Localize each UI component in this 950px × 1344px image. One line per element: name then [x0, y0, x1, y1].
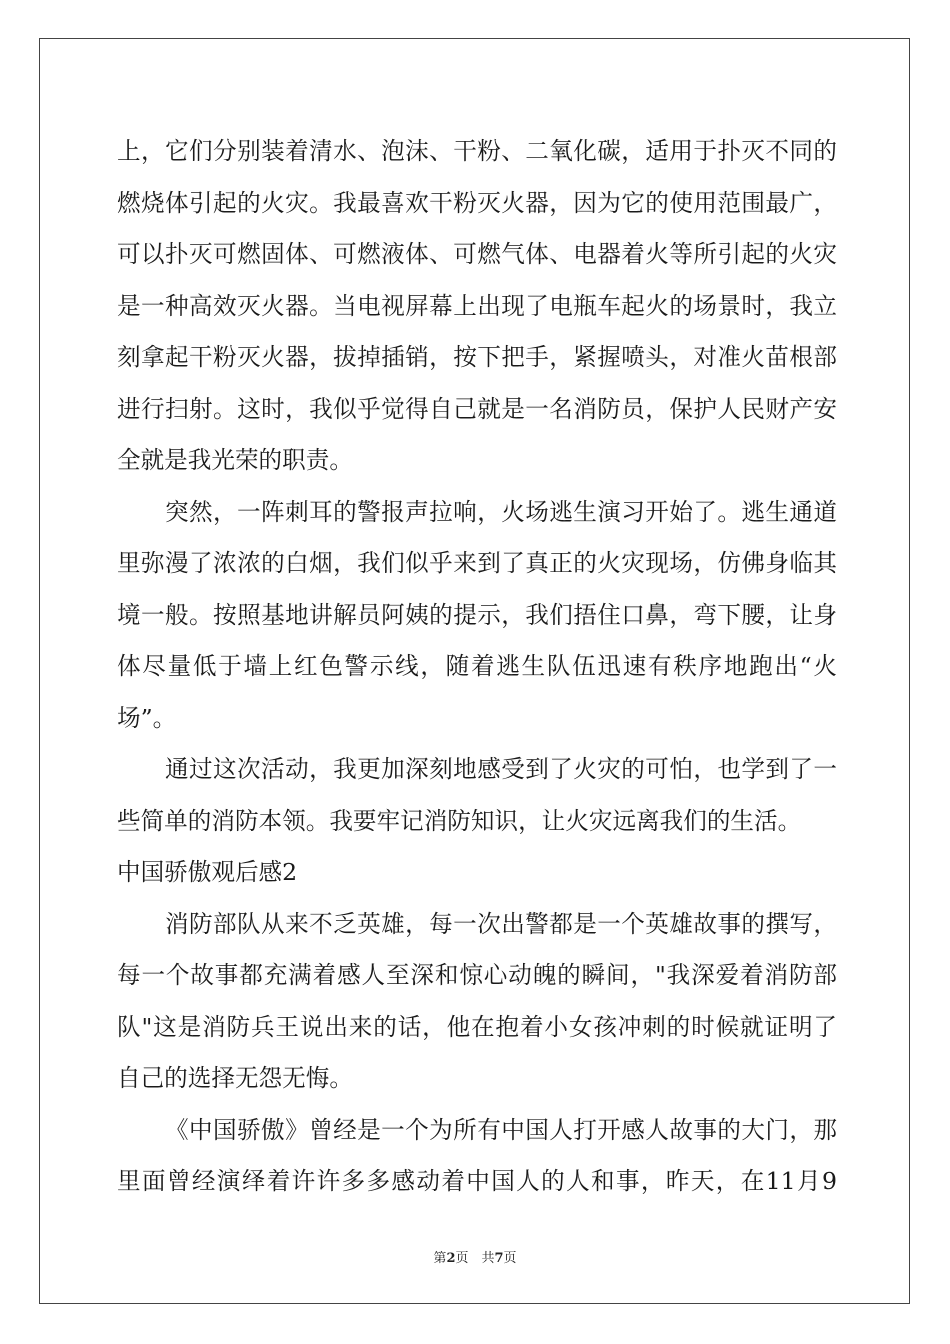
paragraph [117, 1105, 837, 1208]
text-line: 消防部队从来不乏英雄，每一次出警都是一个英雄故事的撰写， [165, 909, 837, 938]
text-line: 突然，一阵刺耳的警报声拉响，火场逃生演习开始了。逃生通道 [165, 497, 837, 526]
text-line: 每一个故事都充满着感人至深和惊心动魄的瞬间，"我深爱着消防部 [117, 961, 837, 989]
paragraph [117, 126, 837, 487]
text-line: 些简单的消防本领。我要牢记消防知识，让火灾远离我们的生活。 [117, 806, 802, 835]
footer-prefix: 第 [433, 1251, 447, 1266]
page-footer [0, 1247, 950, 1266]
text-line: 可以扑灭可燃固体、可燃液体、可燃气体、电器着火等所引起的火灾 [117, 240, 837, 268]
footer-total-pages: 7 [494, 1251, 504, 1266]
footer-suffix: 页 [503, 1251, 517, 1266]
text-line: 场”。 [117, 703, 177, 732]
text-line: 队"这是消防兵王说出来的话，他在抱着小女孩冲刺的时候就证明了 [117, 1012, 837, 1041]
document-body [117, 126, 837, 1208]
text-line: 燃烧体引起的火灾。我最喜欢干粉灭火器，因为它的使用范围最广， [117, 188, 837, 217]
text-line: 里弥漫了浓浓的白烟，我们似乎来到了真正的火灾现场，仿佛身临其 [117, 549, 837, 577]
text-line: 上，它们分别装着清水、泡沫、干粉、二氧化碳，适用于扑灭不同的 [117, 137, 837, 165]
text-line: 《中国骄傲》曾经是一个为所有中国人打开感人故事的大门，那 [165, 1115, 837, 1144]
text-line: 刻拿起干粉灭火器，拔掉插销，按下把手，紧握喷头，对准火苗根部 [117, 343, 837, 371]
text-line: 进行扫射。这时，我似乎觉得自己就是一名消防员，保护人民财产安 [117, 394, 837, 423]
paragraph [117, 899, 837, 1105]
text-line: 全就是我光荣的职责。 [117, 446, 353, 474]
text-line: 中国骄傲观后感2 [117, 858, 298, 886]
text-line: 通过这次活动，我更加深刻地感受到了火灾的可怕，也学到了一 [165, 755, 837, 783]
text-line: 体尽量低于墙上红色警示线，随着逃生队伍迅速有秩序地跑出“火 [117, 652, 837, 680]
paragraph [117, 847, 837, 899]
text-line: 自己的选择无怨无悔。 [117, 1064, 353, 1092]
paragraph [117, 744, 837, 847]
footer-page-number: 2 [446, 1251, 456, 1266]
text-line: 里面曾经演绎着许许多多感动着中国人的人和事，昨天，在11月9 [117, 1167, 837, 1195]
text-line: 是一种高效灭火器。当电视屏幕上出现了电瓶车起火的场景时，我立 [117, 291, 837, 320]
paragraph [117, 487, 837, 745]
footer-middle: 页 共 [455, 1251, 495, 1266]
text-line: 境一般。按照基地讲解员阿姨的提示，我们捂住口鼻，弯下腰，让身 [117, 600, 837, 629]
